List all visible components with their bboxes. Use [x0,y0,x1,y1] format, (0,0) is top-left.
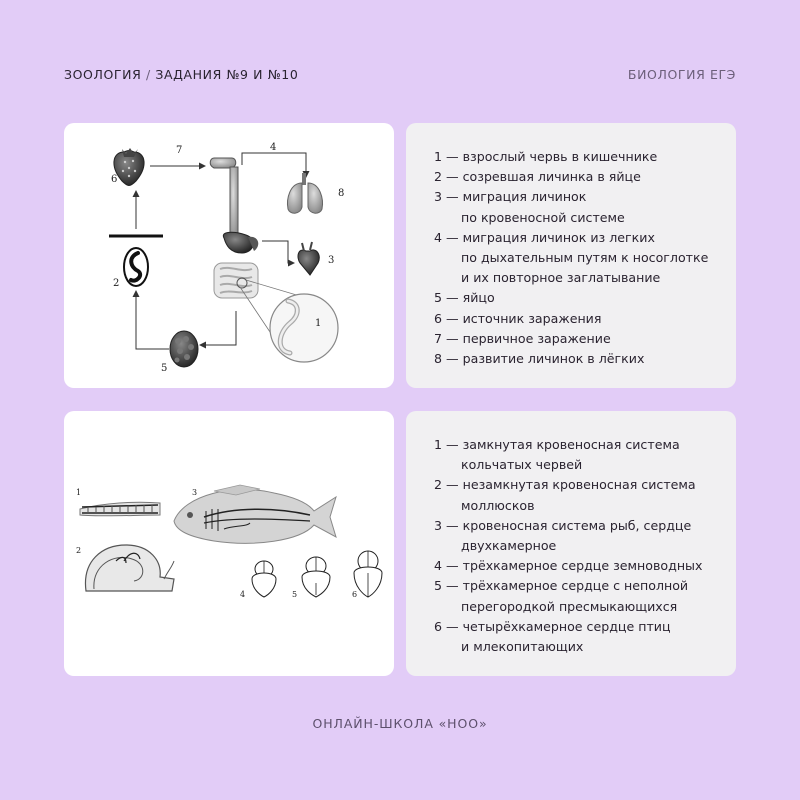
label-5: 5 [292,590,298,599]
earthworm-icon [80,502,160,516]
label-8: 8 [338,188,345,199]
breadcrumb-separator: / [141,67,156,82]
label-5: 5 [161,363,168,374]
legend-entry-8: 8 — развитие личинок в лёгких [434,351,645,367]
digestive-system-icon [210,158,258,298]
legend-entry-3: 3 — миграция личинок по кровеносной системе [434,189,625,225]
lifecycle-legend-card [406,123,736,388]
fish-icon [174,485,336,543]
egg-icon [170,331,198,367]
arrow-larvae-migration-lungs [242,153,306,177]
lifecycle-diagram-card [64,123,394,388]
legend-entry-1: 1 — замкнутая кровеносная система кольчатых червей [434,437,680,473]
heart-reptile-icon [302,557,330,597]
school-brand: ОНЛАЙН-ШКОЛА «НОО» [312,716,488,731]
legend-entry-5: 5 — яйцо [434,290,495,306]
breadcrumb [64,67,298,82]
section-title: ЗООЛОГИЯ [64,67,142,82]
legend-entry-6: 6 — четырёхкамерное сердце птиц и млекопитающих [434,618,671,655]
heart-bird-mammal-icon [354,551,382,597]
subject-label: БИОЛОГИЯ ЕГЭ [627,67,736,82]
circulatory-systems-diagram [64,411,394,676]
label-3: 3 [328,255,335,266]
legend-entry-3: 3 — кровеносная система рыб, сердце двухкамерное [434,517,692,554]
circulatory-legend-card [406,411,736,676]
label-4: 4 [240,590,246,599]
lifecycle-legend [434,147,726,369]
legend-entry-4: 4 — трёхкамерное сердце земноводных [434,558,703,574]
lungs-icon [288,173,323,213]
label-2: 2 [113,278,120,289]
label-1: 1 [76,488,82,497]
label-2: 2 [76,546,82,555]
legend-entry-2: 2 — незамкнутая кровеносная система моллюсков [434,477,696,513]
strawberry-icon [114,148,144,186]
arrow-egg-excretion [200,311,236,345]
snail-icon [85,545,174,591]
legend-entry-4: 4 — миграция личинок из легких по дыхательным путям к носоглотке и их повторное заглатывание [434,229,709,286]
legend-entry-7: 7 — первичное заражение [434,330,611,346]
label-7: 7 [176,145,183,156]
arrow-egg-maturation [136,291,169,349]
label-6: 6 [111,174,118,185]
label-3: 3 [192,488,198,497]
circulatory-legend [434,435,726,657]
heart-amphibian-icon [252,561,276,597]
circulatory-diagram-card [64,411,394,676]
larva-egg-icon [124,248,148,286]
label-1: 1 [315,318,322,329]
label-4: 4 [270,142,277,153]
label-6: 6 [352,590,358,599]
tasks-title: ЗАДАНИЯ №9 И №10 [155,67,299,82]
legend-entry-1: 1 — взрослый червь в кишечнике [434,149,658,164]
legend-entry-5: 5 — трёхкамерное сердце с неполной перегородкой пресмыкающихся [434,578,689,614]
legend-entry-6: 6 — источник заражения [434,310,602,326]
arrow-bloodstream [262,241,294,263]
roundworm-lifecycle-diagram [64,123,394,388]
legend-entry-2: 2 — созревшая личинка в яйце [434,169,641,185]
heart-icon [298,242,319,275]
